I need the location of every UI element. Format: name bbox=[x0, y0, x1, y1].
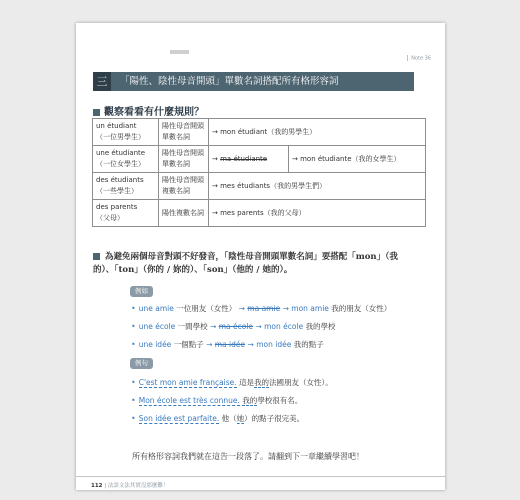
list-item: • C'est mon amie française. 這是我的法國朋友（女性）。 bbox=[131, 378, 333, 387]
list-item: • une école 一間學校 → ma école → mon école 我的學校 bbox=[131, 322, 336, 331]
top-note: Note 36 bbox=[407, 55, 431, 62]
table-row: des parents （父母） 陽性複數名詞 → mes parents（我的父母） bbox=[93, 200, 426, 227]
table-row: des étudiants （一些學生） 陽性母音開頭複數名詞 → mes étudiants（我的男學生們） bbox=[93, 173, 426, 200]
list-item: • Mon école est très connue. 我的學校很有名。 bbox=[131, 396, 303, 405]
example-tag: 例如 bbox=[130, 286, 153, 297]
sentence-tag: 例句 bbox=[130, 358, 153, 369]
closing-text: 所有格形容詞我們就在這告一段落了。請翻到下一章繼續學習吧！ bbox=[132, 452, 364, 461]
list-item: • Son idée est parfaite. 他（她）的點子很完美。 bbox=[131, 414, 305, 423]
square-bullet-icon bbox=[93, 109, 100, 116]
section-header bbox=[93, 72, 414, 91]
table-row: un étudiant （一位男學生） 陽性母音開頭單數名詞 → mon étudiant（我的男學生） bbox=[93, 119, 426, 146]
list-item: • une idée 一個點子 → ma idée → mon idée 我的點子 bbox=[131, 340, 324, 349]
square-bullet-icon bbox=[93, 253, 100, 260]
section-header-title: 「陽性、陰性母音開頭」單數名詞搭配所有格形容詞 bbox=[120, 76, 339, 87]
footer-rule bbox=[76, 476, 445, 477]
page-tab bbox=[170, 50, 189, 54]
list-item: • une amie 一位朋友（女性） → ma amie → mon amie 我的朋友（女性） bbox=[131, 304, 392, 313]
rule-table bbox=[92, 118, 426, 227]
table-row: une étudiante （一位女學生） 陽性母音開頭單數名詞 → ma étudiante → mon étudiante（我的女學生） bbox=[93, 146, 426, 173]
rule-note: 為避免兩個母音對頭不好發音，「陰性母音開頭單數名詞」要搭配「mon」（我的）、「ton」（你的 / 妳的）、「son」（他的 / 她的）。 bbox=[93, 252, 398, 275]
observe-title: 觀察看看有什麼規則？ bbox=[93, 103, 204, 118]
book-page bbox=[76, 23, 445, 490]
section-number: 三 bbox=[93, 72, 111, 91]
page-footer: 112 | 法語文法其實沒那麼難！ bbox=[91, 483, 169, 489]
